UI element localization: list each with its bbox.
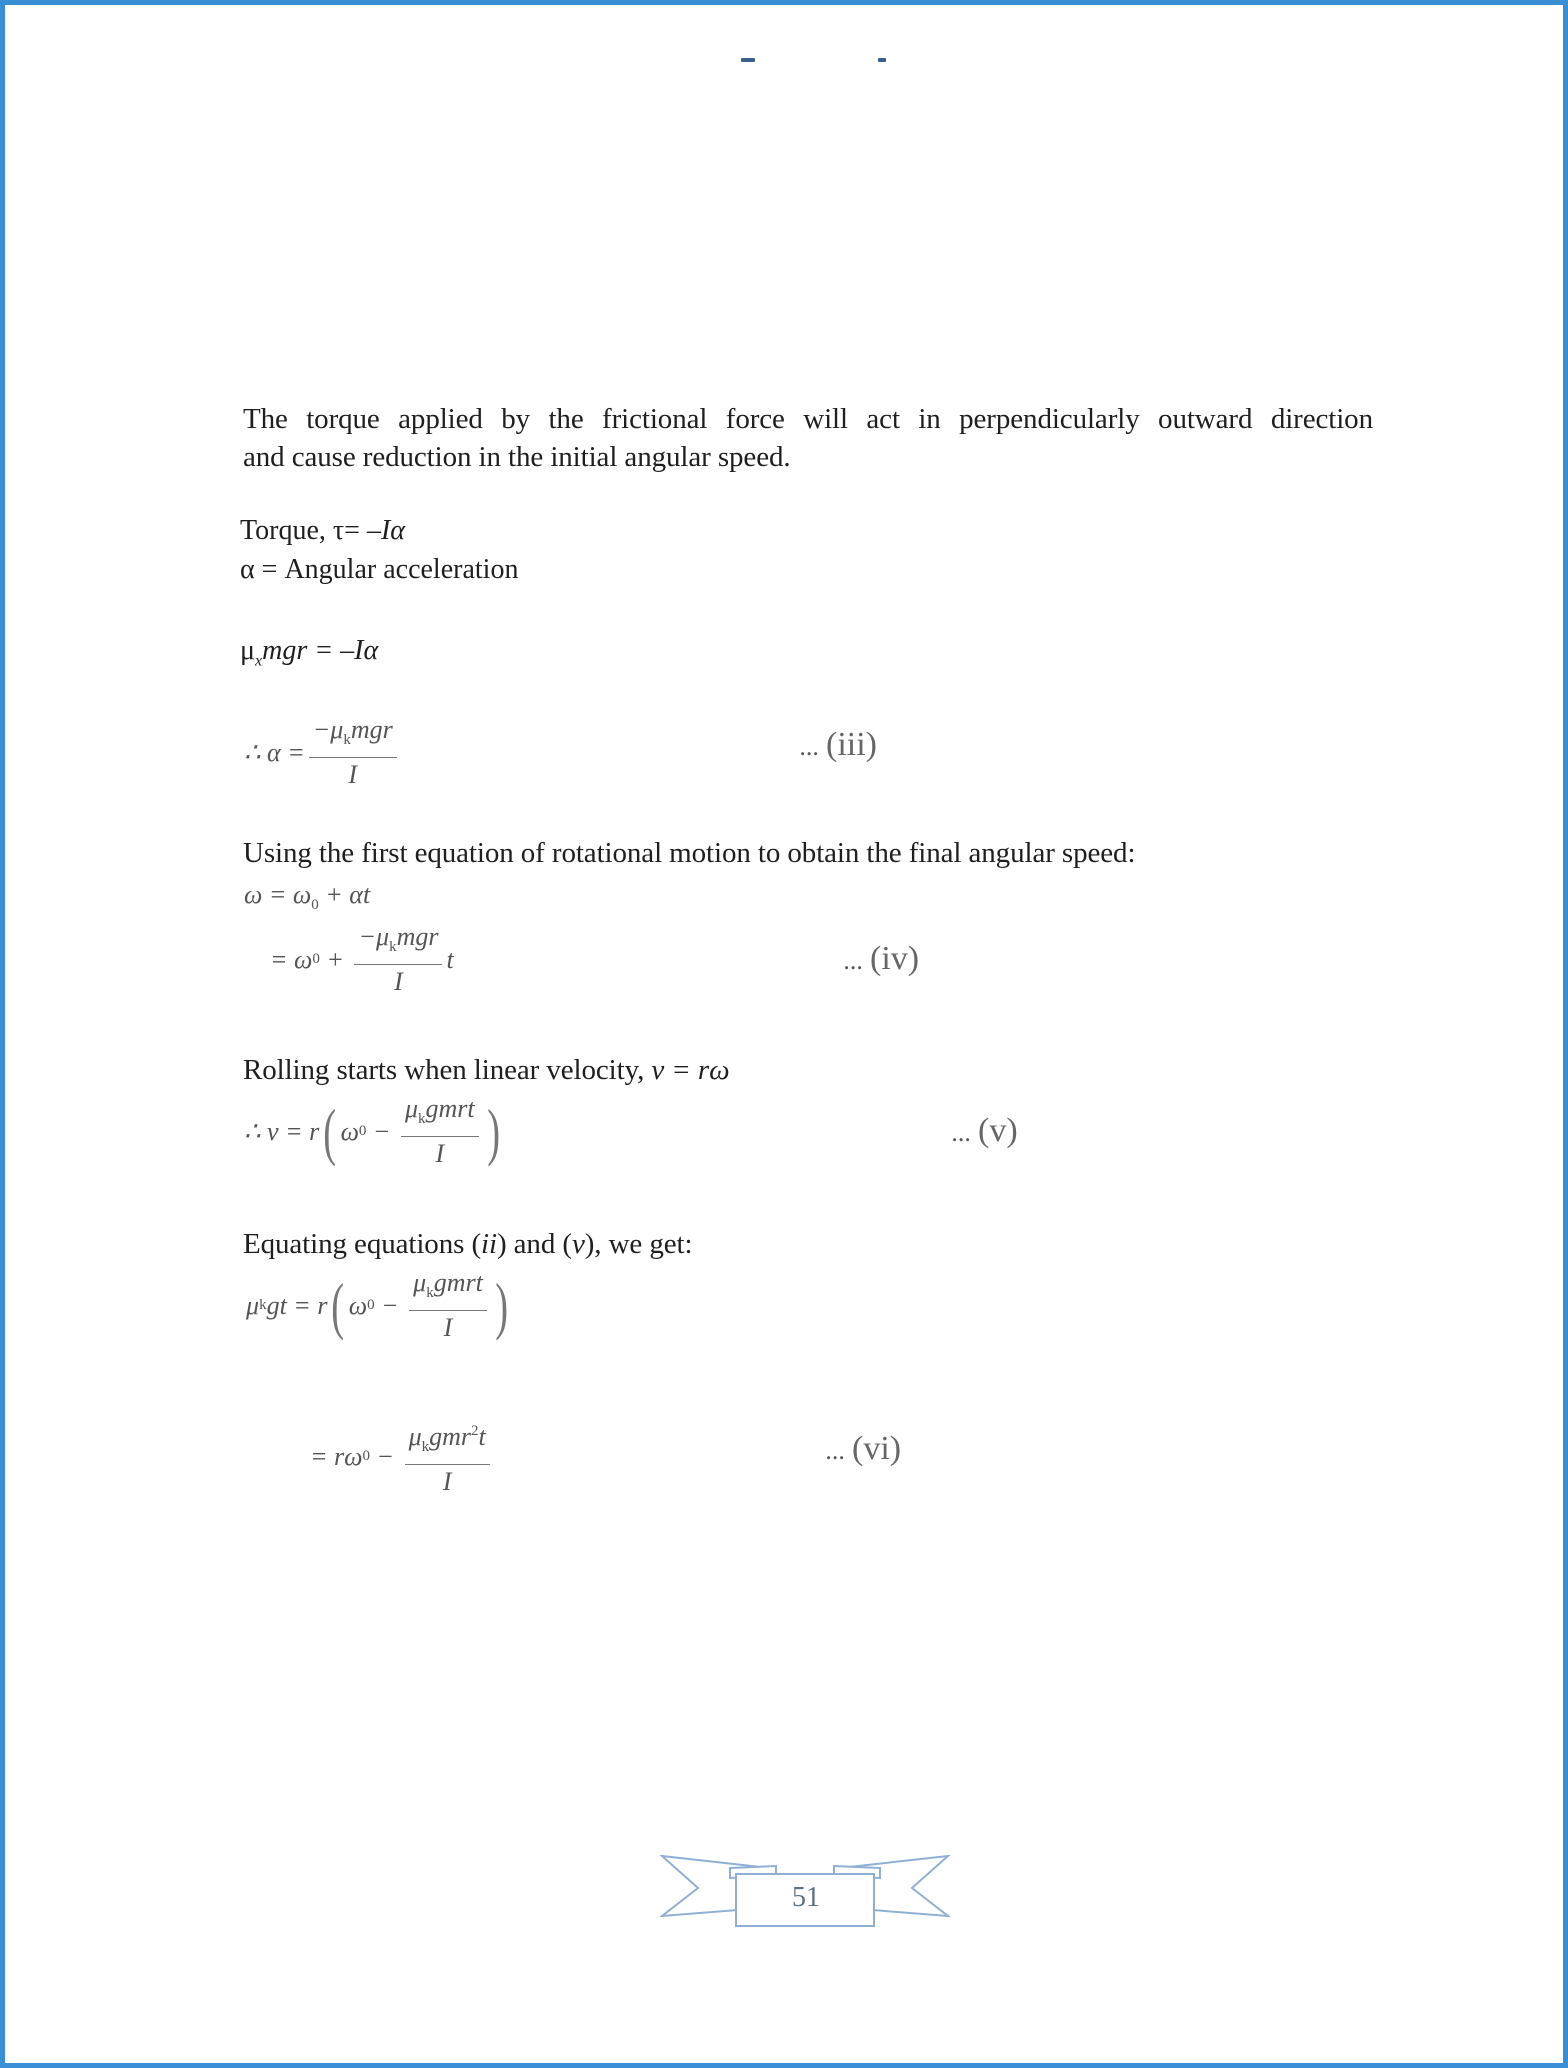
equation-tag-iv: ... (iv): [844, 940, 920, 977]
equation-lhs: ∴ α =: [244, 737, 305, 767]
equation-tag-vi: ... (vi): [826, 1430, 902, 1467]
numerator: $-\mu_kmgr$: [354, 922, 442, 965]
equation-tag-iii: ... (iii): [800, 726, 877, 763]
equation-iv: = ω 0 + $\frac{-\mu_kmgr}{I}$ t: [270, 922, 454, 996]
equation-vi: = rω 0 − $\frac{\mu_kgmr^2t}{I}$: [310, 1416, 494, 1497]
fraction: [309, 715, 397, 790]
rolling-text: Rolling starts when linear velocity, v = rω: [243, 1054, 730, 1086]
equation-v: ∴ v = r ( ω 0 − $\frac{\mu_kgmrt}{I}$ ): [244, 1094, 500, 1168]
friction-torque-equation: [240, 632, 378, 681]
numerator: $\mu_kgmrt$: [409, 1268, 487, 1311]
denominator: I: [394, 967, 403, 996]
fraction: [354, 922, 442, 997]
torque-label: Torque, τ=: [240, 515, 367, 546]
numerator: $-\mu_kmgr$: [309, 715, 397, 758]
mu-subscript: x: [255, 652, 263, 670]
denominator: I: [348, 760, 358, 789]
mu-symbol: μ: [240, 635, 256, 666]
intro-line-1: The torque applied by the frictional force will act in perpendicularly outward direction: [243, 403, 1373, 435]
equating-text: Equating equations (ii) and (v), we get:: [243, 1228, 693, 1260]
equation-iii: [244, 715, 401, 790]
equating-equation: μ k gt = r ( ω 0 − $\frac{\mu_kgmrt}{I}$ ): [246, 1268, 508, 1342]
alpha-definition: α = Angular acceleration: [240, 554, 519, 585]
equation-tag-v: ... (v): [952, 1112, 1018, 1149]
equation-rest: mgr = –Iα: [262, 635, 379, 666]
torque-line: [240, 512, 405, 550]
header-mark-right: [878, 58, 886, 62]
denominator: I: [435, 1139, 445, 1168]
omega-equation-line1: $\omega = \omega_0 + \alpha t$: [244, 880, 371, 913]
fraction: [409, 1268, 487, 1343]
denominator: I: [442, 1467, 452, 1496]
fraction: [401, 1094, 479, 1169]
page-number: 51: [792, 1882, 820, 1913]
fraction: [405, 1416, 490, 1497]
numerator: $\mu_kgmr^2t$: [405, 1416, 490, 1465]
rotational-motion-text: Using the first equation of rotational motion to obtain the final angular speed:: [243, 837, 1136, 869]
header-mark-left: [741, 58, 755, 62]
torque-expr: –Iα: [366, 515, 405, 546]
numerator: $\mu_kgmrt$: [401, 1094, 479, 1137]
intro-line-2: and cause reduction in the initial angular speed.: [243, 441, 791, 473]
denominator: I: [443, 1313, 453, 1342]
